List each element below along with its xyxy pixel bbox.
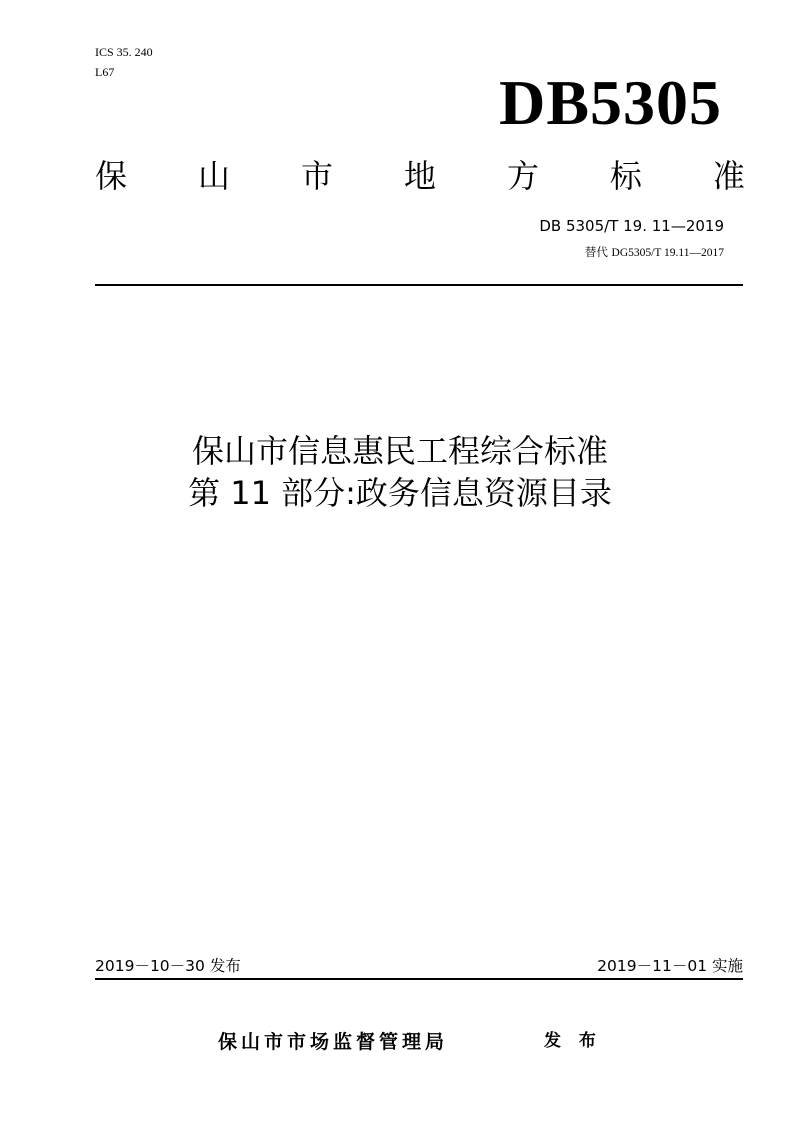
title-line-2: 第 11 部分:政务信息资源目录 xyxy=(188,474,612,512)
document-title xyxy=(0,430,800,514)
standard-type-char: 方 xyxy=(506,157,539,195)
standard-type-char: 保 xyxy=(95,157,128,195)
classification-codes xyxy=(95,42,153,82)
top-divider xyxy=(95,284,743,286)
standard-number: DB 5305/T 19. 11—2019 xyxy=(539,217,724,235)
issue-label: 发 布 xyxy=(544,1031,602,1051)
standard-type-char: 准 xyxy=(712,157,745,195)
ics-code: ICS 35. 240 xyxy=(95,45,153,59)
title-line-1: 保山市信息惠民工程综合标准 xyxy=(191,432,608,470)
db-code: DB5305 xyxy=(499,67,722,138)
replace-code: DG5305/T 19.11—2017 xyxy=(611,247,724,259)
implement-date: 2019－11－01 实施 xyxy=(597,957,743,975)
replace-label: 替代 xyxy=(584,245,608,259)
bottom-divider xyxy=(95,978,743,980)
replaces-standard xyxy=(585,244,724,261)
ccs-code: L67 xyxy=(95,65,115,79)
standard-type-char: 标 xyxy=(609,157,642,195)
standard-type xyxy=(95,156,745,196)
date-row xyxy=(95,956,743,976)
standard-type-char: 山 xyxy=(197,157,230,195)
standard-type-char: 地 xyxy=(403,157,436,195)
issuing-authority: 保山市市场监督管理局 xyxy=(218,1031,449,1053)
publish-date: 2019－10－30 发布 xyxy=(95,957,241,975)
standard-type-char: 市 xyxy=(300,157,333,195)
